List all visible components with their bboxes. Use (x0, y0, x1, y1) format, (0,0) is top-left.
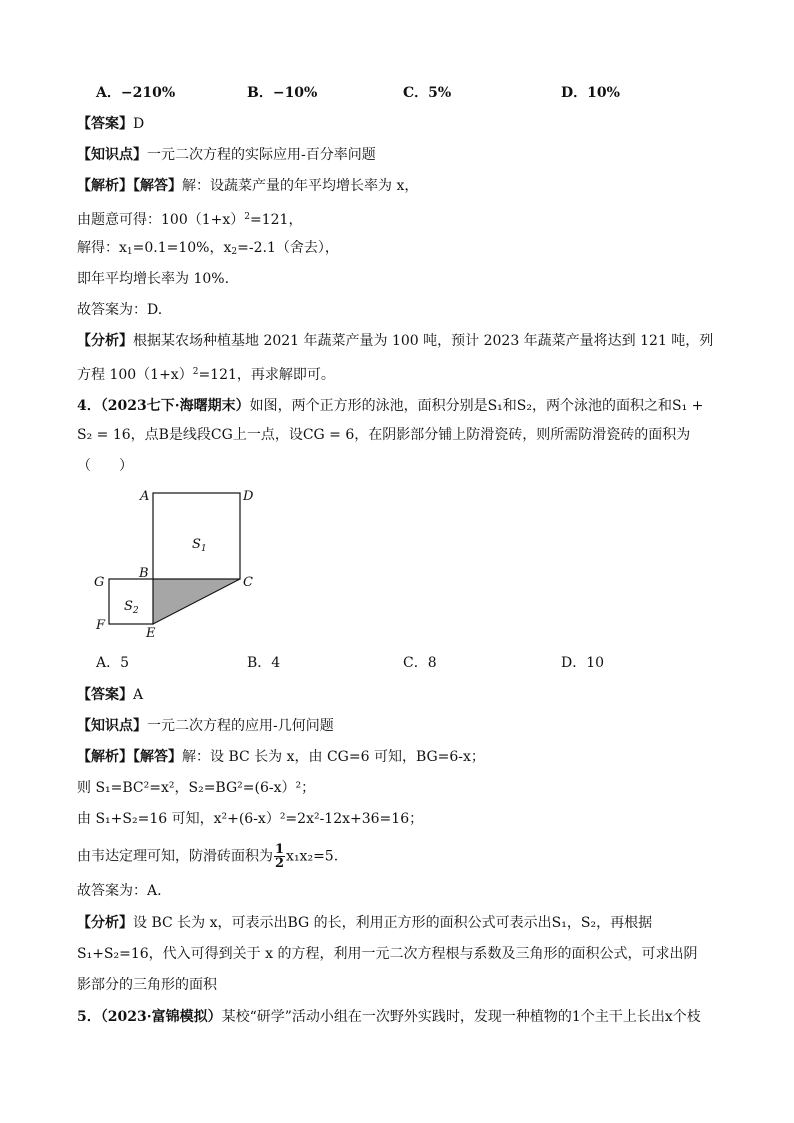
question-number: 4． (77, 398, 101, 414)
square-s1 (153, 493, 240, 579)
q3-solution-line-5: 故答案为：D. (77, 302, 163, 318)
knowledge-tag: 【知识点】 (77, 718, 147, 734)
q3-option-c: C．5% (403, 85, 452, 101)
q3-fenxi-line-1 (77, 331, 713, 351)
fenxi-text: =121，再求解即可。 (198, 367, 335, 383)
equation-text: 解得：x (77, 240, 127, 256)
label-e: E (146, 626, 156, 641)
exponent: 2 (192, 367, 199, 377)
label-f: F (96, 618, 106, 633)
knowledge-text: 一元二次方程的实际应用-百分率问题 (147, 147, 376, 163)
question-source: （2023七下·海曙期末） (100, 398, 250, 414)
equation-text: =-2.1（舍去）， (237, 240, 339, 256)
q4-solution-line-1 (77, 747, 485, 767)
stem-text: 如图，两个正方形的泳池，面积分别是S₁和S₂，两个泳池的面积之和S₁ + (249, 398, 704, 414)
q4-knowledge-line (77, 716, 334, 736)
q4-solution-line-2: 则 S₁=BC²=x²，S₂=BG²=(6-x）²； (77, 780, 316, 796)
solution-text: 由韦达定理可知，防滑砖面积为 (77, 848, 273, 865)
q3-fenxi-line-2 (77, 362, 335, 385)
q4-stem-line-2: S₂ = 16，点B是线段CG上一点，设CG = 6，在阴影部分铺上防滑瓷砖，则所需防滑瓷砖的面积为 (77, 427, 691, 443)
q4-figure (90, 486, 270, 641)
fenxi-tag: 【分析】 (77, 915, 133, 931)
label-c: C (243, 575, 253, 590)
fraction-numerator: 1 (275, 842, 285, 857)
q3-knowledge-line (77, 145, 376, 165)
label-s2 (124, 599, 139, 616)
q3-answer-line (77, 114, 144, 134)
knowledge-tag: 【知识点】 (77, 147, 147, 163)
q3-option-a: A．−210% (96, 85, 176, 101)
q4-option-d: D．10 (561, 655, 605, 671)
q3-option-d: D．10% (561, 85, 620, 101)
q4-fenxi-line-1 (77, 913, 652, 933)
label-s1-subscript: 1 (200, 544, 207, 554)
fraction-one-half (274, 843, 285, 870)
q3-solution-line-3 (77, 238, 339, 262)
answer-value: A (133, 687, 144, 703)
equation-text: =121， (250, 212, 303, 228)
answer-tag: 【答案】 (77, 116, 133, 132)
analysis-tag: 【解析】 (77, 178, 133, 194)
exponent: 2 (244, 212, 250, 222)
question-number: 5． (77, 1009, 101, 1025)
fenxi-text: 设 BC 长为 x，可表示出BG 的长，利用正方形的面积公式可表示出S₁，S₂，再根据 (133, 915, 653, 931)
label-s2-subscript: 2 (132, 606, 139, 616)
label-a: A (140, 489, 150, 504)
solution-tag: 【解答】 (133, 749, 182, 765)
q3-solution-line-2 (77, 207, 302, 230)
q3-option-b: B．−10% (247, 85, 318, 101)
q4-option-b: B．4 (247, 655, 281, 671)
q3-solution-line-1 (77, 176, 418, 196)
knowledge-text: 一元二次方程的应用-几何问题 (147, 718, 334, 734)
label-s1 (192, 537, 207, 554)
q4-solution-line-5: 故答案为：A. (77, 883, 162, 899)
q4-answer-line (77, 685, 143, 705)
q3-solution-line-4: 即年平均增长率为 10%. (77, 271, 230, 287)
solution-text: 解：设 BC 长为 x，由 CG=6 可知，BG=6-x； (182, 749, 485, 765)
label-d: D (243, 489, 254, 504)
fenxi-text: 根据某农场种植基地 2021 年蔬菜产量为 100 吨，预计 2023 年蔬菜产量将达到 121 吨，列 (133, 333, 714, 349)
question-source: （2023·富锦模拟） (100, 1009, 222, 1025)
solution-text: x₁x₂=5. (286, 848, 339, 865)
label-g: G (94, 575, 105, 590)
analysis-tag: 【解析】 (77, 749, 133, 765)
answer-value: D (133, 116, 145, 132)
q4-solution-line-4 (77, 843, 338, 870)
equation-text: =0.1=10%，x (132, 240, 232, 256)
stem-text: 某校“研学”活动小组在一次野外实践时，发现一种植物的1个主干上长出x个枝 (221, 1009, 701, 1025)
label-s1-letter: S (192, 537, 201, 552)
q4-solution-line-3: 由 S₁+S₂=16 可知，x²+(6-x）²=2x²-12x+36=16； (77, 811, 424, 827)
q4-fenxi-line-2: S₁+S₂=16，代入可得到关于 x 的方程，利用一元二次方程根与系数及三角形的面积公式，可求出阴 (77, 946, 698, 962)
q4-option-a: A．5 (96, 655, 130, 671)
q4-option-c: C．8 (403, 655, 437, 671)
subscript: 2 (231, 247, 238, 257)
q5-stem-line-1 (77, 1007, 701, 1027)
solution-tag: 【解答】 (133, 178, 182, 194)
label-b: B (139, 566, 149, 581)
q4-stem-line-1 (77, 396, 703, 416)
fenxi-text: 方程 100（1+x） (77, 367, 193, 383)
solution-text: 解：设蔬菜产量的年平均增长率为 x， (182, 178, 419, 194)
shaded-triangle (153, 579, 240, 624)
answer-tag: 【答案】 (77, 687, 133, 703)
q4-stem-line-3: （ ） (77, 458, 133, 474)
q4-fenxi-line-3: 影部分的三角形的面积 (77, 977, 217, 993)
label-s2-letter: S (124, 599, 133, 614)
fraction-denominator: 2 (275, 856, 285, 871)
fenxi-tag: 【分析】 (77, 333, 133, 349)
equation-text: 由题意可得：100（1+x） (77, 212, 245, 228)
subscript: 1 (126, 247, 133, 257)
